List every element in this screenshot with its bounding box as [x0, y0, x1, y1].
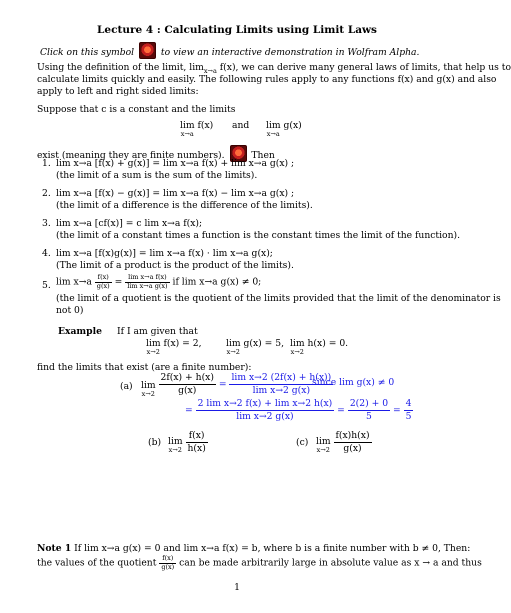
part-c-label: (c): [296, 437, 309, 448]
click-instruction-before: Click on this symbol: [40, 47, 135, 58]
rule-3-formula: lim x→a [cf(x)] = c lim x→a f(x);: [56, 218, 203, 229]
rule-3-number: 3.: [42, 218, 51, 229]
part-b-label: (b): [148, 437, 162, 448]
wolfram-instruction: [40, 42, 419, 59]
part-a-label: (a): [120, 381, 133, 392]
part-a-step2: = $\frac{\text{2 lim x→2 f(x) + lim x→2 h(x)}}{\text{lim x→2 g(x)}}$ = $\frac{2(2) + 0}{5}$ = $\frac{4}{5}$: [185, 398, 412, 422]
limit-g-display: lim x→a g(x): [266, 120, 302, 138]
given-h: lim x→2 h(x) = 0.: [290, 338, 349, 356]
rule-5-number: 5.: [42, 280, 51, 291]
rule-1-note: (the limit of a sum is the sum of the limits).: [56, 170, 258, 181]
example-label: Example: [58, 326, 102, 337]
intro-line-2: calculate limits quickly and easily. The following rules apply to any functions f(x) and g(x) and also: [37, 74, 497, 85]
rule-4-formula: lim x→a [f(x)g(x)] = lim x→a f(x) · lim x→a g(x);: [56, 248, 273, 259]
rule-2-note: (the limit of a difference is the difference of the limits).: [56, 200, 313, 211]
and-word: and: [232, 120, 250, 131]
given-f: lim x→2 f(x) = 2,: [146, 338, 202, 356]
note-1-line-2: the values of the quotient $\frac{f(x)}{g(x)}$ can be made arbitrarily large in absolute value as x → a and thus: [37, 554, 482, 571]
part-b-expr: lim x→2 $\frac{f(x)}{h(x)}$: [168, 430, 206, 454]
note-1-line-1: Note 1 If lim x→a g(x) = 0 and lim x→a f(x) = b, where b is a finite number with b ≠ 0, Then:: [37, 543, 471, 554]
example-intro: If I am given that: [117, 326, 198, 337]
part-c-expr: lim x→2 $\frac{f(x)h(x)}{g(x)}$: [316, 430, 370, 454]
click-instruction-after: to view an interactive demonstration in Wolfram Alpha.: [160, 47, 420, 58]
part-a-lhs: lim x→2 $\frac{2f(x) + h(x)}{g(x)}$ = $\frac{\text{lim x→2 (2f(x) + h(x))}}{\text{lim x→2 g(x)}}$: [141, 372, 332, 398]
rule-2-number: 2.: [42, 188, 51, 199]
page-number: 1: [234, 582, 240, 593]
exist-line: exist (meaning they are finite numbers). Then: [37, 145, 275, 162]
wolfram-alpha-icon[interactable]: [139, 42, 156, 59]
rule-2-formula: lim x→a [f(x) − g(x)] = lim x→a f(x) − lim x→a g(x) ;: [56, 188, 295, 199]
find-instruction: find the limits that exist (are a finite number):: [37, 362, 252, 373]
rule-4-note: (The limit of a product is the product of the limits).: [56, 260, 294, 271]
rule-5-note-cont: not 0): [56, 305, 84, 316]
rule-3-note: (the limit of a constant times a function is the constant times the limit of the function).: [56, 230, 460, 241]
rule-4-number: 4.: [42, 248, 51, 259]
intro-line-1: Using the definition of the limit, $\lim_{x\to a} f(x)$, we can derive many general laws of limits, that help us to: [37, 62, 511, 75]
rule-5-note: (the limit of a quotient is the quotient of the limits provided that the limit of the denominator is: [56, 293, 501, 304]
rule-1-number: 1.: [42, 158, 51, 169]
part-a-condition: since lim g(x) ≠ 0: [312, 377, 395, 388]
page-title: Lecture 4 : Calculating Limits using Limit Laws: [97, 24, 377, 36]
given-g: lim x→2 g(x) = 5,: [226, 338, 285, 356]
rule-1-formula: lim x→a [f(x) + g(x)] = lim x→a f(x) + lim x→a g(x) ;: [56, 158, 295, 169]
suppose-line: Suppose that c is a constant and the limits: [37, 104, 236, 115]
limit-f-display: lim x→a f(x): [180, 120, 214, 138]
rule-5-formula: lim x→a $\frac{f(x)}{g(x)}$ = $\frac{\text{lim x→a f(x)}}{\text{lim x→a g(x)}}$ if lim x→a g(x) ≠ 0;: [56, 273, 262, 290]
intro-line-3: apply to left and right sided limits:: [37, 86, 199, 97]
